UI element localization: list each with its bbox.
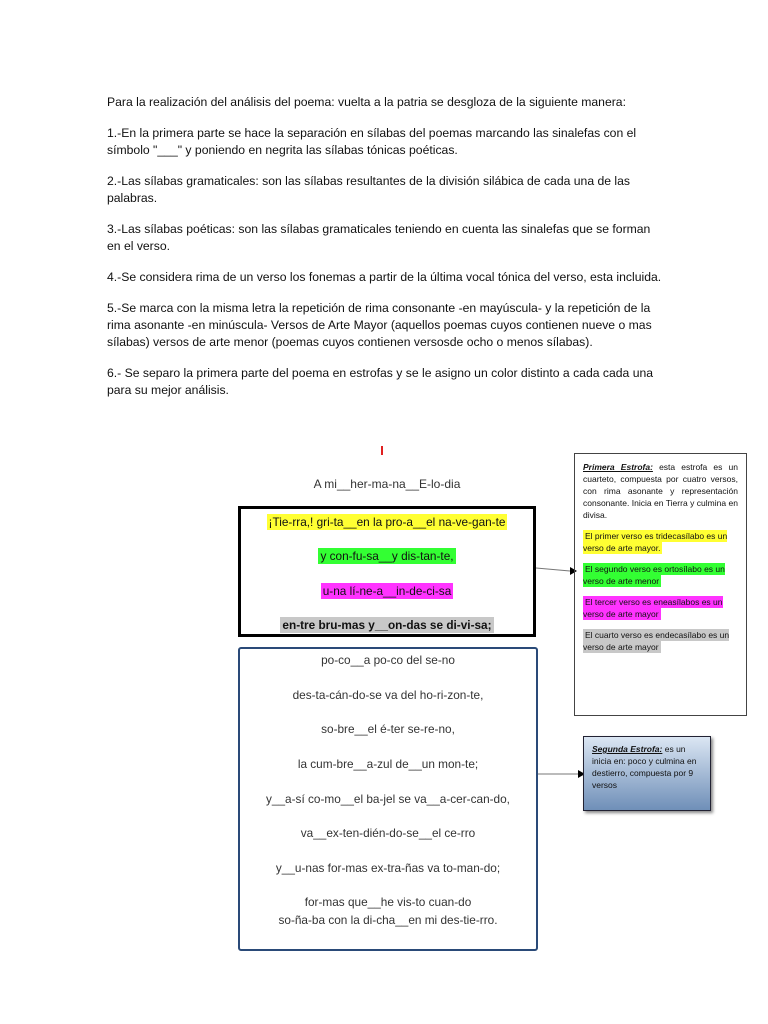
first-stanza-description: Primera Estrofa: esta estrofa es un cuarteto, compuesta por cuatro versos, con rima asonante y representación consonante. Inicia en Tierra y culmina en divisa.	[583, 462, 738, 520]
stanza-2-verse-7: y__u-nas for-mas ex-tra-ñas va to-man-do;	[275, 861, 501, 875]
intro-step-5: 5.-Se marca con la misma letra la repetición de rima consonante -en mayúscula- y la repetición de la rima asonante -en minúscula- Versos de Arte Mayor (aquellos poemas cuyos contienen nueve o mas sílabas) versos de arte menor (poemas cuyos contienen versosde ocho o menos sílabas).	[107, 301, 652, 349]
arrow-to-note-2	[538, 766, 586, 782]
first-stanza-item-2: El segundo verso es ortosílabo es un verso de arte menor	[583, 564, 725, 586]
stanza-2-verse-9: so-ña-ba con la di-cha__en mi des-tie-rro.	[278, 913, 498, 927]
stanza-1-verse-2: y con-fu-sa__y dis-tan-te,	[320, 549, 454, 563]
stanza-2-verse-8: for-mas que__he vis-to cuan-do	[304, 895, 472, 909]
text-cursor	[381, 446, 383, 455]
intro-step-3: 3.-Las sílabas poéticas: son las sílabas gramaticales teniendo en cuenta las sinalefas que se forman en el verso.	[107, 222, 651, 253]
second-stanza-note	[583, 736, 711, 811]
first-stanza-item-1: El primer verso es tridecasílabo es un verso de arte mayor.	[583, 531, 728, 553]
second-stanza-description: es un inicia en: poco y culmina en destierro, compuesta por 9 versos	[592, 744, 697, 790]
stanza-2-verse-3: so-bre__el é-ter se-re-no,	[321, 722, 455, 736]
first-stanza-item-3: El tercer verso es eneasílabos es un verso de arte mayor	[583, 597, 723, 619]
intro-heading: Para la realización del análisis del poema: vuelta a la patria se desgloza de la siguiente manera:	[107, 95, 626, 109]
arrow-to-note-1	[536, 560, 578, 576]
intro-step-2: 2.-Las sílabas gramaticales: son las sílabas resultantes de la división silábica de cada una de las palabras.	[107, 174, 631, 205]
stanza-1-verse-4: en-tre bru-mas y__on-das se di-vi-sa;	[282, 618, 492, 632]
stanza-2-verse-4: la cum-bre__a-zul de__un mon-te;	[297, 757, 479, 771]
poem-title: A mi__her-ma-na__E-lo-dia	[313, 477, 461, 491]
intro-text	[107, 94, 662, 413]
stanza-1-verse-3: u-na lí-ne-a__in-de-ci-sa	[322, 584, 452, 598]
stanza-2-verse-5: y__a-sí co-mo__el ba-jel se va__a-cer-can-do,	[266, 792, 510, 806]
stanza-2-box	[238, 647, 538, 951]
stanza-1-box	[238, 506, 536, 637]
stanza-2-verse-6: va__ex-ten-dién-do-se__el ce-rro	[300, 826, 476, 840]
stanza-2-verse-2: des-ta-cán-do-se va del ho-ri-zon-te,	[292, 688, 484, 702]
intro-step-1: 1.-En la primera parte se hace la separación en sílabas del poemas marcando las sinalefas con el símbolo "___" y poniendo en negrita las sílabas tónicas poéticas.	[107, 126, 637, 157]
intro-step-4: 4.-Se considera rima de un verso los fonemas a partir de la última vocal tónica del verso, esta incluida.	[107, 270, 662, 284]
stanza-2-verse-1: po-co__a po-co del se-no	[321, 653, 455, 667]
intro-step-6: 6.- Se separo la primera parte del poema en estrofas y se le asigno un color distinto a cada cada una para su mejor análisis.	[107, 366, 654, 397]
first-stanza-label: Primera Estrofa:	[583, 462, 653, 472]
second-stanza-label: Segunda Estrofa:	[592, 744, 663, 754]
stanza-1-verse-1: ¡Tie-rra,! gri-ta__en la pro-a__el na-ve-gan-te	[268, 515, 506, 529]
first-stanza-note	[574, 453, 747, 716]
first-stanza-item-4: El cuarto verso es endecasílabo es un verso de arte mayor	[583, 630, 730, 652]
